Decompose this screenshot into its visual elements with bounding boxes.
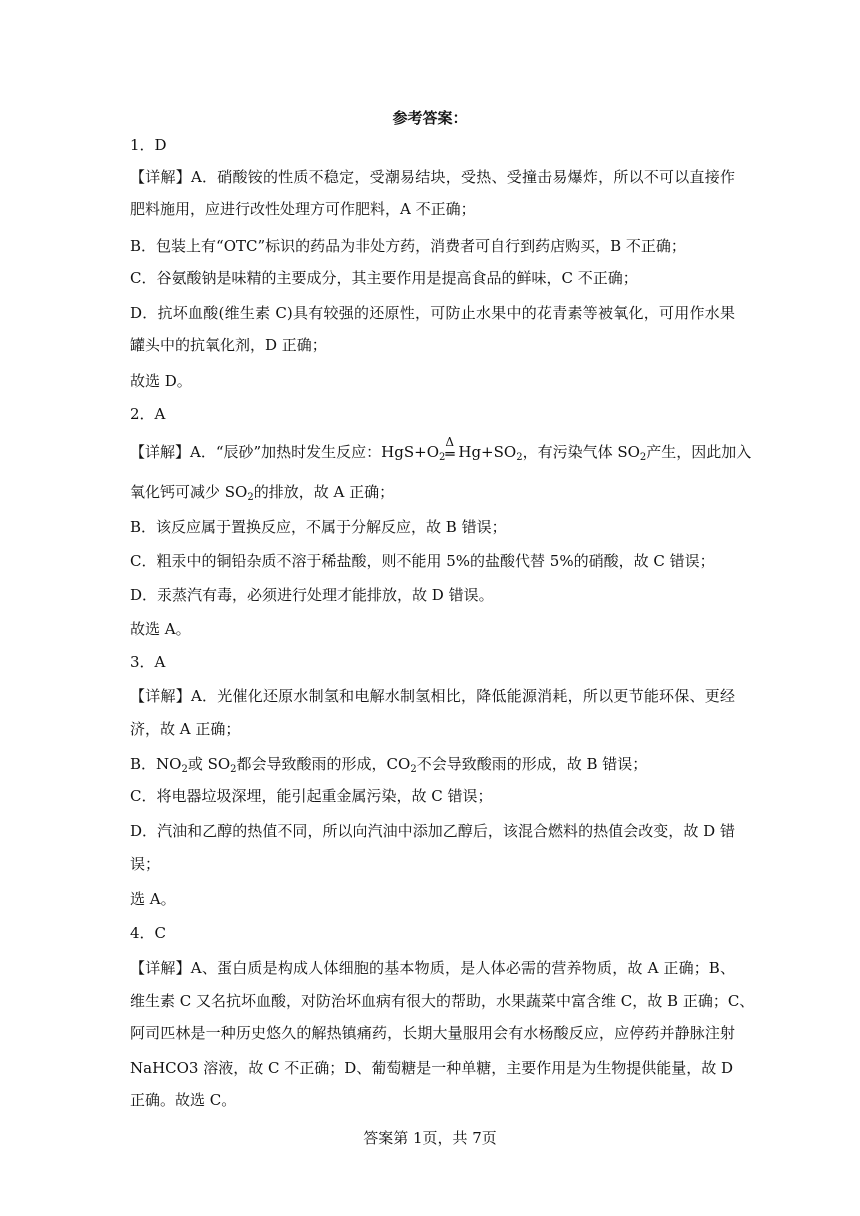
q4-explanation-line: 【详解】A、蛋白质是构成人体细胞的基本物质，是人体必需的营养物质，故 A 正确；B、 <box>130 959 735 977</box>
q4-answer: 4．C <box>130 924 167 942</box>
q1-answer: 1．D <box>130 136 167 154</box>
q4-conclusion: 正确。故选 C。 <box>130 1091 237 1109</box>
q3-conclusion: 选 A。 <box>130 890 176 908</box>
q2-explanation-line: B．该反应属于置换反应，不属于分解反应，故 B 错误； <box>130 518 507 536</box>
q1-explanation-line: B．包装上有“OTC”标识的药品为非处方药，消费者可自行到药店购买，B 不正确； <box>130 237 686 255</box>
q2-conclusion: 故选 A。 <box>130 620 191 638</box>
q2-explanation-line: 氧化钙可减少 $SO_2$的排放，故 A 正确； <box>130 483 395 503</box>
q4-explanation-line: NaHCO3 溶液，故 C 不正确；D、葡萄糖是一种单糖，主要作用是为生物提供能量，故 D <box>130 1059 734 1077</box>
q3-explanation-line: B．$NO_2$或 $SO_2$都会导致酸雨的形成，$CO_2$不会导致酸雨的形成，故 B 错误； <box>130 755 648 775</box>
q4-explanation-line: 阿司匹林是一种历史悠久的解热镇痛药，长期大量服用会有水杨酸反应，应停药并静脉注射 <box>130 1024 735 1042</box>
q2-reaction-line: 【详解】A．“辰砂”加热时发生反应：$HgS+O_2$ Δ ═ $Hg+SO_2$，有污染气体 $SO_2$产生，因此加入 <box>130 435 752 463</box>
page-title: 参考答案： <box>392 109 468 127</box>
q3-explanation-line: 误； <box>130 855 161 873</box>
q1-conclusion: 故选 D。 <box>130 372 192 390</box>
q1-explanation-line: C．谷氨酸钠是味精的主要成分，其主要作用是提高食品的鲜味，C 不正确； <box>130 269 638 287</box>
q1-explanation-line: D．抗坏血酸(维生素 C)具有较强的还原性，可防止水果中的花青素等被氧化，可用作水果 <box>130 304 735 322</box>
q2-answer: 2．A <box>130 405 166 423</box>
q3-explanation-line: C．将电器垃圾深埋，能引起重金属污染，故 C 错误； <box>130 787 493 805</box>
q3-explanation-line: D．汽油和乙醇的热值不同，所以向汽油中添加乙醇后，该混合燃料的热值会改变，故 D 错 <box>130 822 735 840</box>
page-footer: 答案第 1页，共 7页 <box>363 1129 497 1147</box>
q3-answer: 3．A <box>130 653 166 671</box>
q1-explanation-line: 肥料施用，应进行改性处理方可作肥料，A 不正确； <box>130 200 476 218</box>
q3-explanation-line: 济，故 A 正确； <box>130 720 241 738</box>
q1-explanation-line: 罐头中的抗氧化剂，D 正确； <box>130 336 327 354</box>
q4-explanation-line: 维生素 C 又名抗坏血酸，对防治坏血病有很大的帮助，水果蔬菜中富含维 C，故 B 正确；C、 <box>130 992 755 1010</box>
q3-explanation-line: 【详解】A．光催化还原水制氢和电解水制氢相比，降低能源消耗，所以更节能环保、更经 <box>130 687 735 705</box>
q2-explanation-line: C．粗汞中的铜铅杂质不溶于稀盐酸，则不能用 5%的盐酸代替 5%的硝酸，故 C 错误； <box>130 552 715 570</box>
heating-condition-symbol: Δ ═ <box>445 435 455 463</box>
q2-explanation-line: D．汞蒸汽有毒，必须进行处理才能排放，故 D 错误。 <box>130 586 494 604</box>
q1-explanation-line: 【详解】A．硝酸铵的性质不稳定，受潮易结块，受热、受撞击易爆炸，所以不可以直接作 <box>130 168 735 186</box>
